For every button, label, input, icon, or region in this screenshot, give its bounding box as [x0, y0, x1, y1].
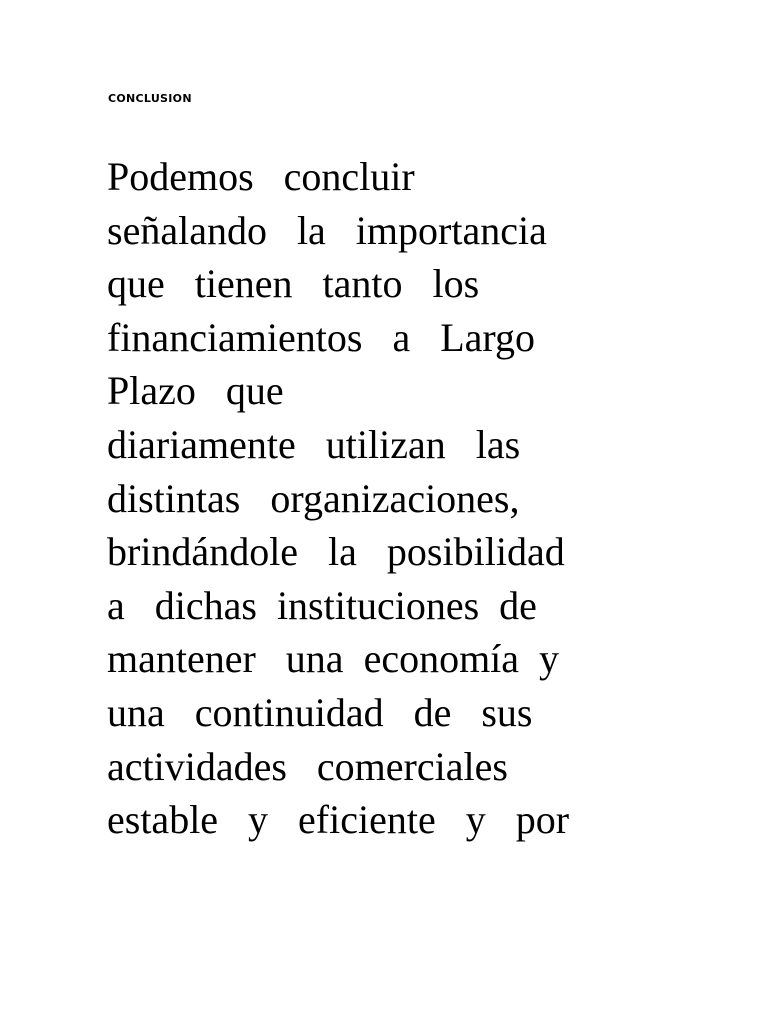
paragraph-line: una continuidad de sus	[107, 689, 533, 735]
paragraph-line: diariamente utilizan las	[107, 421, 521, 467]
paragraph-line: Plazo que	[107, 368, 284, 414]
paragraph-line: a dichas instituciones de	[107, 582, 537, 628]
paragraph-line: Podemos concluir	[107, 154, 415, 199]
paragraph-line: mantener una economía y	[107, 636, 560, 682]
paragraph-line: actividades comerciales	[107, 743, 508, 789]
paragraph-line: brindándole la posibilidad	[107, 529, 565, 575]
paragraph-line: señalando la importancia	[107, 207, 547, 253]
section-heading: CONCLUSION	[108, 92, 192, 105]
paragraph-line: estable y eficiente y por	[107, 797, 570, 843]
paragraph-line: financiamientos a Largo	[107, 314, 536, 360]
paragraph-line: que tienen tanto los	[107, 261, 480, 307]
paragraph-line: distintas organizaciones,	[107, 475, 520, 521]
conclusion-paragraph	[107, 150, 667, 847]
